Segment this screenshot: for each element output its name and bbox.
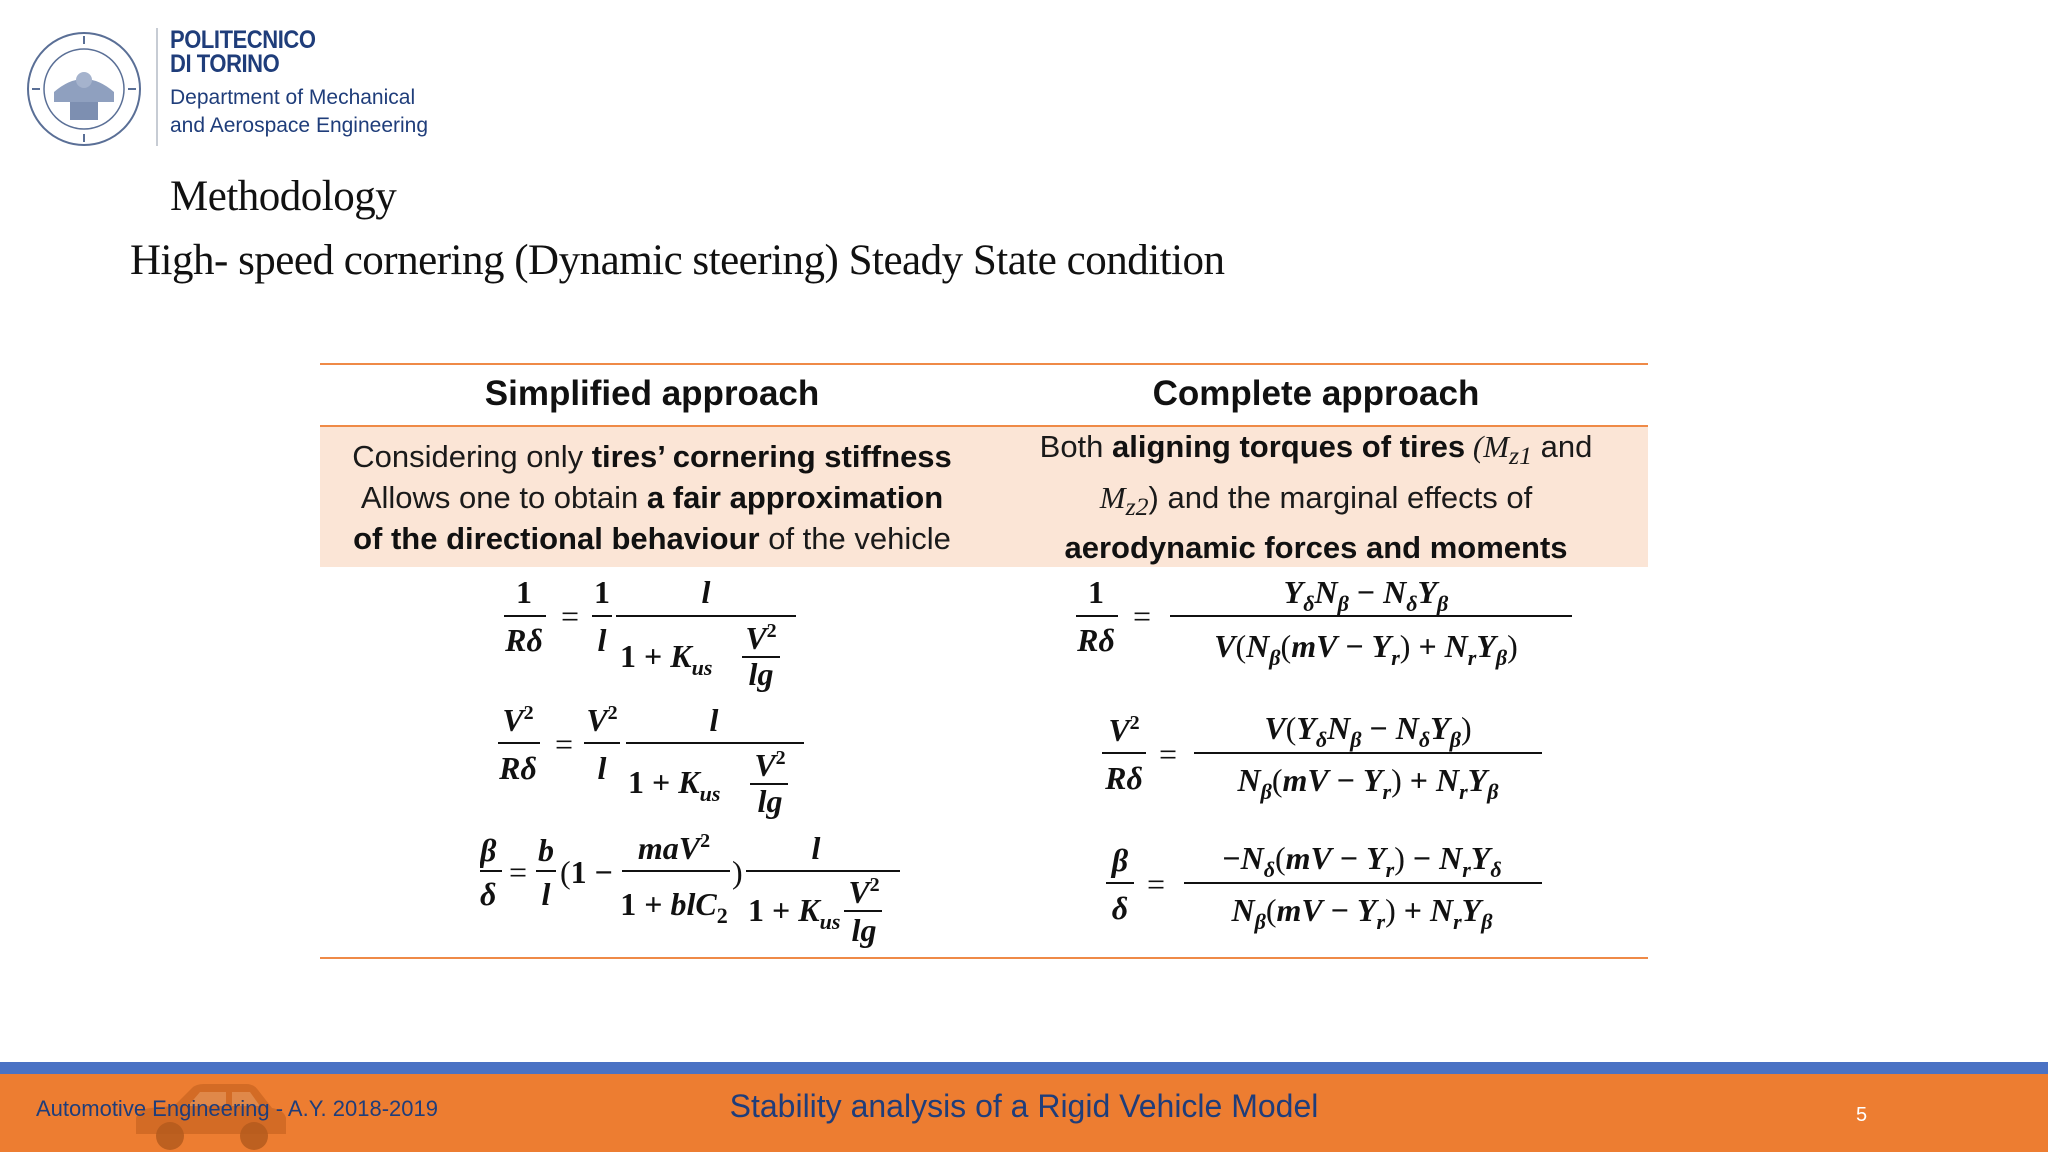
eq-curvature-complete [1076,574,1572,670]
university-seal-logo [22,30,147,148]
slide-title: Methodology [170,173,397,220]
svg-text:l: l [597,750,607,786]
svg-text:V2: $V^2$ [745,620,777,656]
footer-presentation-title: Stability analysis of a Rigid Vehicle Model [729,1088,1319,1124]
svg-text:=: = [1146,866,1166,902]
description-row [320,427,1648,567]
svg-text:δ: δ [480,876,497,912]
svg-text:): ) [732,854,743,890]
svg-text:Rδ: Rδ [1077,622,1115,658]
svg-text:−Nδ(mV − Yr) − NrYδ: $-N_\delta(mV - Y_r) - N_rY_\delta$ [1222,840,1502,882]
svg-text:b: b [538,832,554,868]
comparison-table [320,363,1648,959]
university-name-line2: DI TORINO [170,50,280,78]
department-name [170,84,428,140]
svg-text:1: 1 [1088,574,1104,610]
eq-sideslip-complete [1106,840,1542,934]
university-block [170,28,428,140]
table-bottom-rule [320,957,1648,959]
svg-text:Rδ: Rδ [499,750,537,786]
svg-text:1 + Kus: $1 + K_{us}$ [620,638,713,680]
svg-text:V(YδNβ − NδYβ): $V(Y_\delta N_\beta - N_\delta Y_\beta)$ [1264,710,1472,752]
svg-text:1 + Kus: $1 + K_{us}$ [748,892,841,934]
svg-text:1: 1 [516,574,532,610]
svg-text:Nβ(mV − Yr) + NrYβ: $N_\beta(mV - Y_r) + N_rY_\beta$ [1231,892,1493,934]
svg-text:lg: lg [748,656,774,692]
department-line1: Department of Mechanical [170,86,416,109]
page-number: 5 [1856,1104,1868,1126]
svg-text:1 + Kus: $1 + K_{us}$ [628,764,721,806]
svg-text:1: 1 [594,574,610,610]
footer-course-label: Automotive Engineering - A.Y. 2018-2019 [36,1096,438,1121]
svg-text:=: = [1132,598,1152,634]
simplified-description: Considering only tires’ cornering stiffness Allows one to obtain a fair approximation of the directional behaviour of the vehicle [352,438,952,556]
svg-text:l: l [811,830,821,866]
header-complete-approach: Complete approach [1152,374,1480,413]
svg-text:V2: $V^2$ [502,702,534,738]
logo-divider [156,28,158,146]
svg-text:lg: lg [757,783,783,819]
university-name-line1: POLITECNICO [170,26,316,54]
header-simplified-approach: Simplified approach [484,374,820,413]
svg-text:maV2: maV$^2$ [637,830,711,866]
slide-subtitle: High- speed cornering (Dynamic steering) Steady State condition [130,237,1225,284]
eq-lateral-accel-simplified [498,702,804,819]
svg-text:=: = [1158,736,1178,772]
svg-text:=: = [560,598,580,634]
svg-text:(1 −: (1 − [560,854,613,890]
eq-sideslip-simplified [480,830,900,948]
svg-text:YδNβ − NδYβ: $Y_\delta N_\beta - N_\delta Y_\beta$ [1283,574,1449,616]
svg-text:l: l [701,574,711,610]
svg-text:l: l [541,876,551,912]
svg-text:β: β [480,832,497,868]
svg-text:l: l [597,622,607,658]
svg-text:V2: $V^2$ [1108,712,1140,748]
svg-text:β: β [1111,842,1129,878]
svg-text:V2: $V^2$ [754,747,786,783]
eq-lateral-accel-complete [1102,710,1542,804]
department-line2: and Aerospace Engineering [170,114,429,137]
svg-text:Rδ: Rδ [1105,760,1143,796]
svg-text:Rδ: Rδ [505,622,543,658]
svg-text:=: = [508,854,528,890]
svg-text:1 + blC2: 1 + blC$_2$ [620,886,728,928]
complete-equations [1076,571,1596,951]
svg-text:lg: lg [851,912,877,948]
svg-text:V2: $V^2$ [586,702,618,738]
svg-text:V(Nβ(mV − Yr) + NrYβ): $V(N_\beta(mV - Y_r) + N_rY_\beta)$ [1214,628,1518,670]
svg-text:Nβ(mV − Yr) + NrYβ: $N_\beta(mV - Y_r) + N_rY_\beta$ [1237,762,1499,804]
svg-text:l: l [709,702,719,738]
footer-blue-stripe [0,1062,2048,1074]
simplified-equations [480,571,920,951]
svg-text:=: = [554,726,574,762]
svg-text:V2: $V^2$ [848,874,880,910]
svg-text:δ: δ [1111,890,1129,926]
eq-curvature-simplified [504,574,796,692]
complete-description: Both aligning torques of tires ($M_{z1}$ and $M_{z2}$) and the marginal effects of aerodynamic forces and moments [1039,429,1593,565]
